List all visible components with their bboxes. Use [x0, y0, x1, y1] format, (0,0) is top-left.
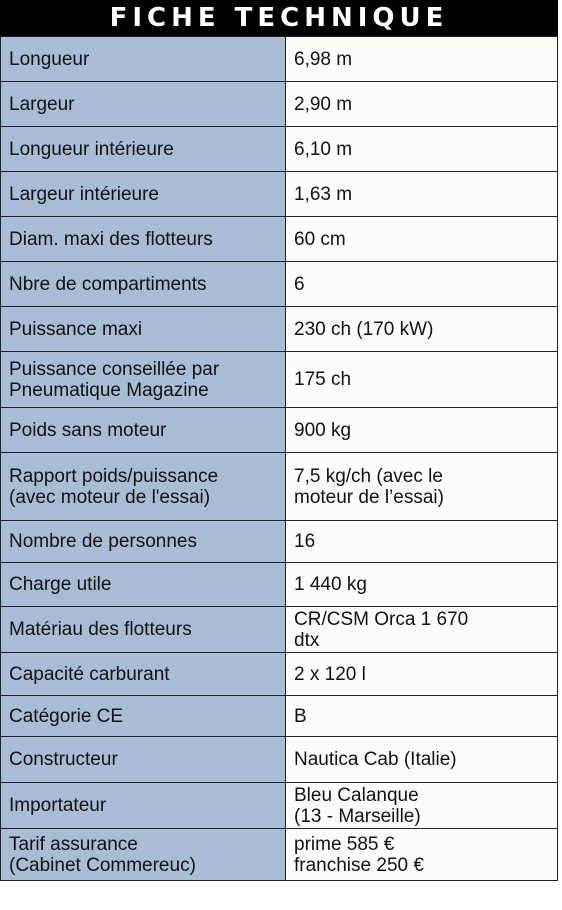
table-row [1, 521, 558, 563]
spec-table [0, 36, 558, 881]
row-label: Largeur [1, 82, 286, 127]
row-label: Rapport poids/puissance (avec moteur de l'essai) [1, 453, 286, 521]
table-row [1, 607, 558, 653]
row-label: Nombre de personnes [1, 521, 286, 563]
row-value: prime 585 € franchise 250 € [286, 829, 558, 881]
row-value: 175 ch [286, 352, 558, 408]
row-value: B [286, 696, 558, 737]
table-row [1, 783, 558, 829]
row-label: Largeur intérieure [1, 172, 286, 217]
row-label: Diam. maxi des flotteurs [1, 217, 286, 262]
row-value: 1,63 m [286, 172, 558, 217]
table-row [1, 127, 558, 172]
row-value: 6 [286, 262, 558, 307]
row-value: Nautica Cab (Italie) [286, 737, 558, 783]
row-label: Longueur [1, 37, 286, 82]
row-value: 2,90 m [286, 82, 558, 127]
table-row [1, 307, 558, 352]
table-row [1, 408, 558, 453]
row-value: 7,5 kg/ch (avec le moteur de l’essai) [286, 453, 558, 521]
table-row [1, 829, 558, 881]
table-row [1, 262, 558, 307]
row-label: Poids sans moteur [1, 408, 286, 453]
table-row [1, 217, 558, 262]
table-row [1, 563, 558, 607]
row-label: Importateur [1, 783, 286, 829]
row-label: Capacité carburant [1, 653, 286, 696]
row-label: Matériau des flotteurs [1, 607, 286, 653]
sheet-title: FICHE TECHNIQUE [0, 0, 558, 36]
row-value: 1 440 kg [286, 563, 558, 607]
row-label: Puissance conseillée par Pneumatique Magazine [1, 352, 286, 408]
table-row [1, 82, 558, 127]
table-row [1, 172, 558, 217]
row-value: CR/CSM Orca 1 670 dtx [286, 607, 558, 653]
row-label: Puissance maxi [1, 307, 286, 352]
row-value: 6,98 m [286, 37, 558, 82]
table-row [1, 352, 558, 408]
row-label: Catégorie CE [1, 696, 286, 737]
table-row [1, 696, 558, 737]
table-row [1, 453, 558, 521]
row-label: Charge utile [1, 563, 286, 607]
row-label: Tarif assurance (Cabinet Commereuc) [1, 829, 286, 881]
table-row [1, 737, 558, 783]
row-value: 900 kg [286, 408, 558, 453]
table-row [1, 37, 558, 82]
row-value: 230 ch (170 kW) [286, 307, 558, 352]
row-label: Nbre de compartiments [1, 262, 286, 307]
row-value: 60 cm [286, 217, 558, 262]
table-row [1, 653, 558, 696]
row-value: 6,10 m [286, 127, 558, 172]
row-value: 16 [286, 521, 558, 563]
row-label: Constructeur [1, 737, 286, 783]
row-value: Bleu Calanque (13 - Marseille) [286, 783, 558, 829]
row-label: Longueur intérieure [1, 127, 286, 172]
row-value: 2 x 120 l [286, 653, 558, 696]
